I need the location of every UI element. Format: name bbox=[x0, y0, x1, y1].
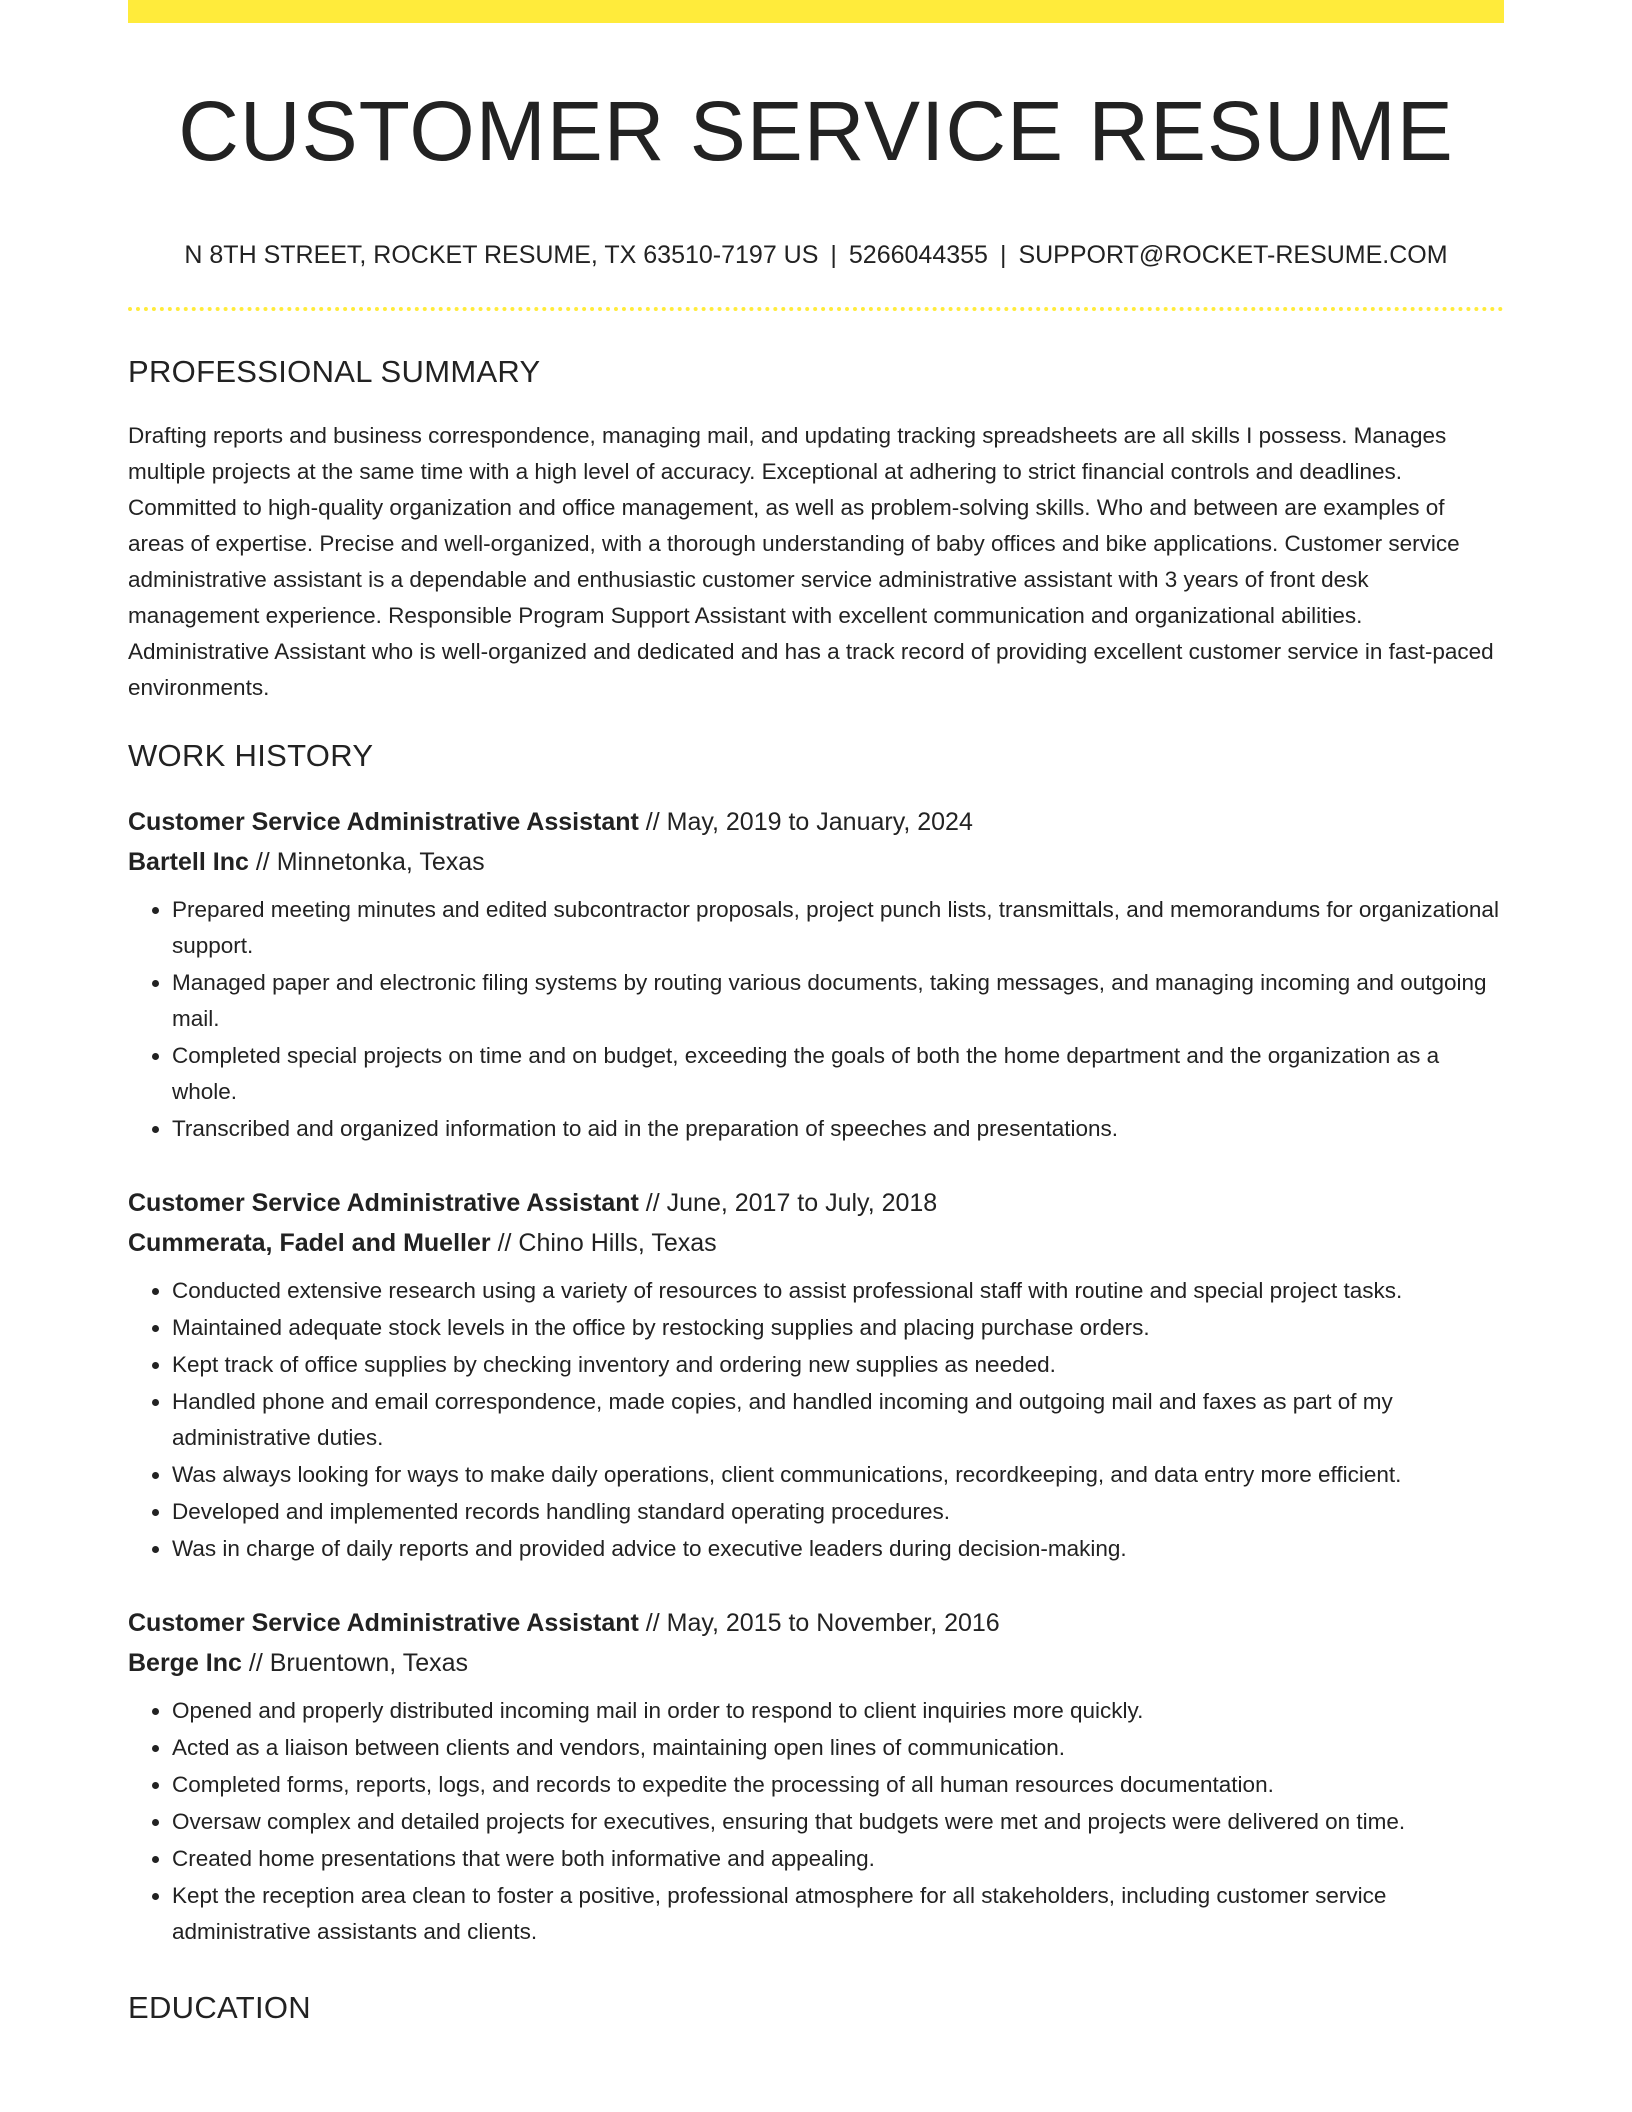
job-separator: // bbox=[645, 1189, 660, 1217]
job-entry bbox=[128, 1603, 1504, 1950]
job-company-line bbox=[128, 1643, 1504, 1683]
resume-page bbox=[128, 0, 1504, 2112]
job-bullet-list bbox=[128, 1273, 1504, 1567]
job-bullet: • Maintained adequate stock levels in the office by restocking supplies and placing purchase orders. bbox=[172, 1310, 1504, 1346]
job-company: Berge Inc bbox=[128, 1649, 242, 1677]
job-title-line bbox=[128, 802, 1504, 842]
resume-content bbox=[128, 350, 1504, 2054]
job-company: Cummerata, Fadel and Mueller bbox=[128, 1229, 491, 1257]
work-history-list bbox=[128, 802, 1504, 1950]
summary-text: Drafting reports and business correspondence, managing mail, and updating tracking spreadsheets are all skills I possess. Manages multiple projects at the same time with a high level of accuracy. Exceptional at adhering to strict financial controls and deadlines. Committed to high-quality organization and office management, as well as problem-solving skills. Who and between are examples of areas of expertise. Precise and well-organized, with a thorough understanding of baby offices and bike applications. Customer service administrative assistant is a dependable and enthusiastic customer service administrative assistant with 3 years of front desk management experience. Responsible Program Support Assistant with excellent communication and organizational abilities. Administrative Assistant who is well-organized and dedicated and has a track record of providing excellent customer service in fast-paced environments. bbox=[128, 423, 1494, 700]
contact-separator: | bbox=[830, 241, 837, 269]
job-bullet: • Oversaw complex and detailed projects for executives, ensuring that budgets were met and projects were delivered on time. bbox=[172, 1804, 1504, 1840]
job-title: Customer Service Administrative Assistant bbox=[128, 808, 639, 836]
job-separator: // bbox=[645, 1609, 660, 1637]
job-bullet: • Completed special projects on time and on budget, exceeding the goals of both the home department and the organization as a whole. bbox=[172, 1038, 1504, 1110]
job-bullet: • Was always looking for ways to make daily operations, client communications, recordkeeping, and data entry more efficient. bbox=[172, 1457, 1504, 1493]
job-title-line bbox=[128, 1183, 1504, 1223]
job-bullet: • Completed forms, reports, logs, and records to expedite the processing of all human resources documentation. bbox=[172, 1767, 1504, 1803]
work-history-heading: WORK HISTORY bbox=[128, 738, 374, 773]
job-bullet: • Conducted extensive research using a variety of resources to assist professional staff with routine and special project tasks. bbox=[172, 1273, 1504, 1309]
job-company-line bbox=[128, 842, 1504, 882]
job-bullet: • Was in charge of daily reports and provided advice to executive leaders during decision-making. bbox=[172, 1531, 1504, 1567]
job-separator: // bbox=[248, 1649, 263, 1677]
job-bullet: • Managed paper and electronic filing systems by routing various documents, taking messages, and managing incoming and outgoing mail. bbox=[172, 965, 1504, 1037]
phone[interactable]: 5266044355 bbox=[848, 241, 988, 269]
address: N 8TH STREET, ROCKET RESUME, TX 63510-7197 US bbox=[184, 241, 819, 269]
job-company: Bartell Inc bbox=[128, 848, 249, 876]
job-bullet: • Acted as a liaison between clients and vendors, maintaining open lines of communication. bbox=[172, 1730, 1504, 1766]
job-location: Bruentown, Texas bbox=[269, 1649, 469, 1677]
job-bullet-list bbox=[128, 892, 1504, 1147]
email[interactable]: SUPPORT@ROCKET-RESUME.COM bbox=[1018, 241, 1448, 269]
job-dates: May, 2015 to November, 2016 bbox=[666, 1609, 1000, 1637]
education-heading: EDUCATION bbox=[128, 1990, 311, 2025]
job-location: Chino Hills, Texas bbox=[518, 1229, 717, 1257]
accent-bar bbox=[128, 0, 1504, 23]
resume-title: CUSTOMER SERVICE RESUME bbox=[178, 84, 1454, 178]
job-separator: // bbox=[645, 808, 660, 836]
job-separator: // bbox=[497, 1229, 512, 1257]
job-dates: May, 2019 to January, 2024 bbox=[666, 808, 973, 836]
job-bullet: • Prepared meeting minutes and edited subcontractor proposals, project punch lists, transmittals, and memorandums for organizational support. bbox=[172, 892, 1504, 964]
job-bullet: • Developed and implemented records handling standard operating procedures. bbox=[172, 1494, 1504, 1530]
job-bullet: • Transcribed and organized information to aid in the preparation of speeches and presentations. bbox=[172, 1111, 1504, 1147]
job-bullet: • Handled phone and email correspondence, made copies, and handled incoming and outgoing mail and faxes as part of my administrative duties. bbox=[172, 1384, 1504, 1456]
contact-line bbox=[128, 237, 1504, 273]
job-dates: June, 2017 to July, 2018 bbox=[666, 1189, 938, 1217]
job-separator: // bbox=[255, 848, 270, 876]
job-title: Customer Service Administrative Assistant bbox=[128, 1609, 639, 1637]
dotted-divider bbox=[128, 307, 1504, 311]
job-title: Customer Service Administrative Assistant bbox=[128, 1189, 639, 1217]
job-bullet: • Kept the reception area clean to foster a positive, professional atmosphere for all stakeholders, including customer service administrative assistants and clients. bbox=[172, 1878, 1504, 1950]
job-title-line bbox=[128, 1603, 1504, 1643]
job-entry bbox=[128, 1183, 1504, 1567]
job-company-line bbox=[128, 1223, 1504, 1263]
job-location: Minnetonka, Texas bbox=[276, 848, 485, 876]
job-bullet: • Kept track of office supplies by checking inventory and ordering new supplies as needed. bbox=[172, 1347, 1504, 1383]
job-entry bbox=[128, 802, 1504, 1147]
summary-heading: PROFESSIONAL SUMMARY bbox=[128, 354, 541, 389]
job-bullet-list bbox=[128, 1693, 1504, 1950]
contact-separator: | bbox=[999, 241, 1007, 269]
job-bullet: • Opened and properly distributed incoming mail in order to respond to client inquiries more quickly. bbox=[172, 1693, 1504, 1729]
job-bullet: • Created home presentations that were both informative and appealing. bbox=[172, 1841, 1504, 1877]
